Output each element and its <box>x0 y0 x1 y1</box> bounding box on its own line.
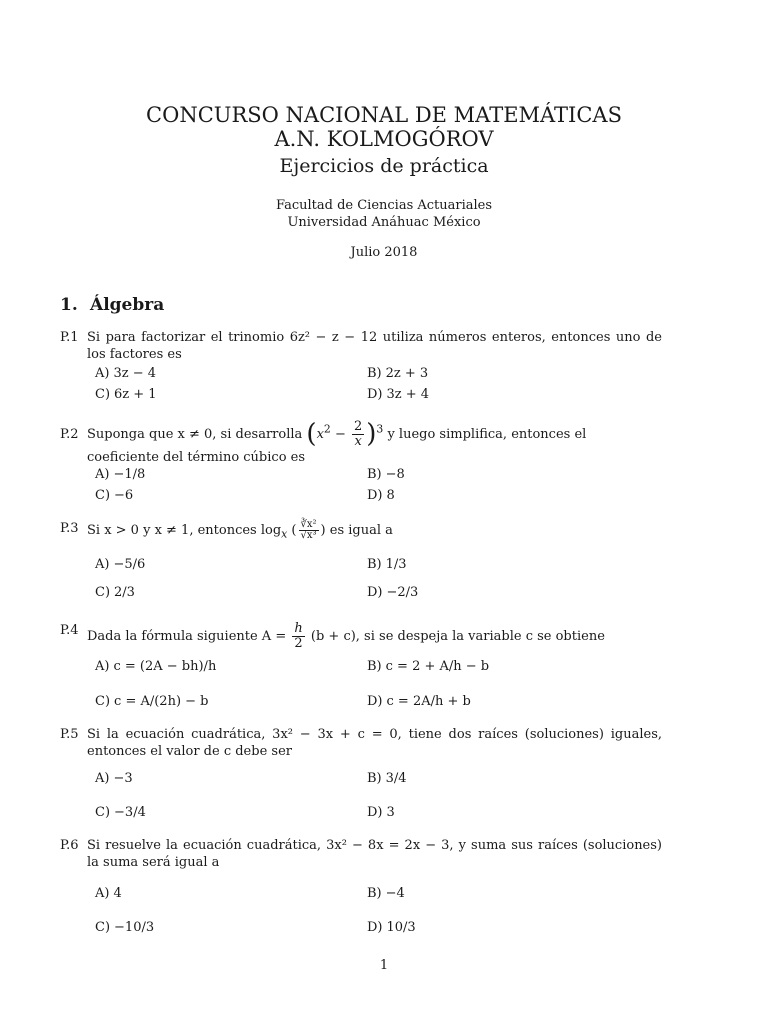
problem-1 <box>60 329 662 363</box>
problem-text-before: Dada la fórmula siguiente A = <box>87 629 287 644</box>
problem-5 <box>60 726 662 760</box>
problem-label: P.1 <box>60 330 79 345</box>
option-value: −2/3 <box>386 585 419 600</box>
option-d: D) 10/3 <box>367 920 416 935</box>
problem-text-before: Si x > 0 y x ≠ 1, entonces log <box>87 523 282 538</box>
option-value: c = (2A − bh)/h <box>113 659 217 674</box>
problem-label: P.4 <box>60 623 79 638</box>
section-heading <box>60 295 164 315</box>
problem-4 <box>60 622 662 651</box>
document-date: Julio 2018 <box>350 245 418 260</box>
math-expression: ($x^2$ − $\frac{2}{x}$ )$^3$ <box>306 419 384 449</box>
option-value: 3z + 4 <box>386 387 430 402</box>
option-value: 1/3 <box>385 557 407 572</box>
option-b: B) −8 <box>367 467 405 482</box>
option-b: B) 2z + 3 <box>367 366 429 381</box>
option-a: A) 4 <box>95 886 122 901</box>
problem-label: P.3 <box>60 521 79 536</box>
option-d: D) c = 2A/h + b <box>367 694 471 709</box>
option-c: C) −6 <box>95 488 134 503</box>
document-title <box>0 103 768 151</box>
option-b: B) 1/3 <box>367 557 407 572</box>
option-value: 2z + 3 <box>385 366 429 381</box>
option-b: B) c = 2 + A/h − b <box>367 659 490 674</box>
math-expression: ( $\frac{\text{∛x²}}{\text{√x³}}$ ) <box>291 519 326 541</box>
document-subtitle: Ejercicios de práctica <box>279 155 489 177</box>
problem-text: Si resuelve la ecuación cuadrática, 3x² − 8x = 2x − 3, y suma sus raíces (soluciones) la suma será igual a <box>87 838 662 870</box>
page-number: 1 <box>379 958 389 973</box>
section-title: Álgebra <box>90 295 165 315</box>
option-a: A) c = (2A − bh)/h <box>95 659 217 674</box>
option-value: −5/6 <box>113 557 146 572</box>
problem-text-after: (b + c), si se despeja la variable c se obtiene <box>310 629 605 644</box>
title-line-2: A.N. KOLMOGÓROV <box>274 127 494 151</box>
option-value: c = A/(2h) − b <box>114 694 209 709</box>
option-value: 3z − 4 <box>113 366 157 381</box>
option-c: C) 6z + 1 <box>95 387 157 402</box>
option-c: C) c = A/(2h) − b <box>95 694 209 709</box>
problem-6 <box>60 837 662 871</box>
problem-text: Si para factorizar el trinomio 6z² − z − 12 utiliza números enteros, entonces uno de los factores es <box>87 330 662 362</box>
problem-label: P.2 <box>60 427 79 442</box>
option-b: B) 3/4 <box>367 771 407 786</box>
option-d: D) 3z + 4 <box>367 387 430 402</box>
option-d: D) 3 <box>367 805 395 820</box>
option-value: 3/4 <box>385 771 407 786</box>
option-value: 6z + 1 <box>114 387 157 402</box>
option-c: C) −10/3 <box>95 920 155 935</box>
option-b: B) −4 <box>367 886 405 901</box>
option-a: A) −3 <box>95 771 133 786</box>
option-value: −10/3 <box>114 920 155 935</box>
problem-3: P.3 Si x > 0 y x ≠ 1, entonces $\log_x$ ( $\frac{\text{∛x²}}{\text{√x³}}$ ) es igual a <box>60 519 393 541</box>
math-expression: $\frac{h}{2}$ <box>294 621 303 651</box>
option-value: 3 <box>386 805 395 820</box>
problem-text-before: Suponga que x ≠ 0, si desarrolla <box>87 427 303 442</box>
option-d: D) −2/3 <box>367 585 419 600</box>
option-value: 8 <box>386 488 395 503</box>
option-value: 2/3 <box>114 585 135 600</box>
problem-text-after: es igual a <box>329 523 393 538</box>
affiliation <box>0 197 768 231</box>
option-value: 4 <box>113 886 122 901</box>
option-c: C) −3/4 <box>95 805 146 820</box>
university-name: Universidad Anáhuac México <box>287 215 481 230</box>
option-a: A) 3z − 4 <box>95 366 157 381</box>
problem-text: Si la ecuación cuadrática, 3x² − 3x + c = 0, tiene dos raíces (soluciones) iguales, entonces el valor de c debe ser <box>87 727 662 759</box>
option-value: −4 <box>385 886 405 901</box>
option-value: −8 <box>385 467 405 482</box>
problem-label: P.6 <box>60 838 79 853</box>
option-value: −3 <box>113 771 133 786</box>
problem-text-after: y luego simplifica, entonces el coeficiente del término cúbico es <box>87 427 587 465</box>
option-value: −3/4 <box>114 805 146 820</box>
faculty-name: Facultad de Ciencias Actuariales <box>275 198 493 213</box>
option-a: A) −1/8 <box>95 467 146 482</box>
option-c: C) 2/3 <box>95 585 135 600</box>
option-value: c = 2 + A/h − b <box>385 659 490 674</box>
option-value: c = 2A/h + b <box>386 694 471 709</box>
section-number: 1. <box>60 295 78 315</box>
option-value: −6 <box>114 488 134 503</box>
option-a: A) −5/6 <box>95 557 146 572</box>
option-d: D) 8 <box>367 488 395 503</box>
problem-2 <box>60 420 662 466</box>
title-line-1: CONCURSO NACIONAL DE MATEMÁTICAS <box>146 103 622 127</box>
problem-label: P.5 <box>60 727 79 742</box>
option-value: 10/3 <box>386 920 416 935</box>
option-value: −1/8 <box>113 467 146 482</box>
